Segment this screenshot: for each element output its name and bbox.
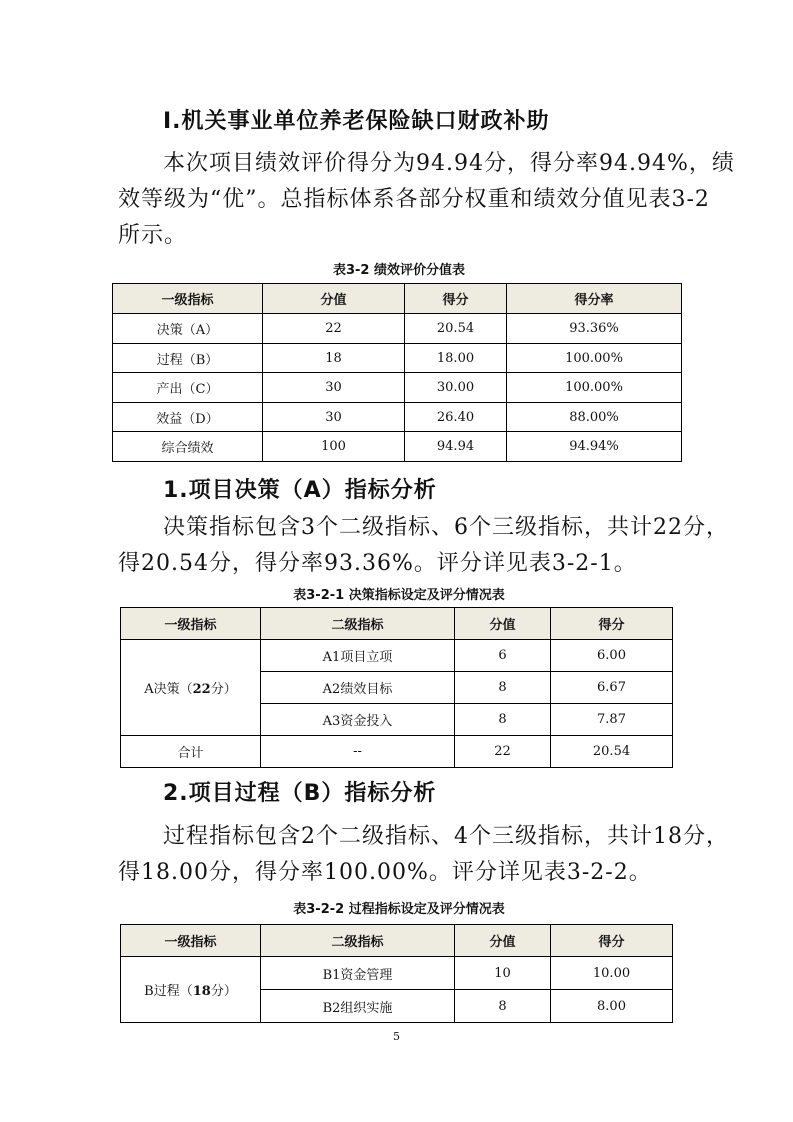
table-cell: 8 <box>455 990 551 1023</box>
table-cell: 88.00% <box>507 403 682 432</box>
paragraph-line: 得20.54分，得分率93.36%。评分详见表3-2-1。 <box>118 551 637 576</box>
column-header: 二级指标 <box>261 925 455 957</box>
table-caption: 表3-2-2 过程指标设定及评分情况表 <box>293 902 505 917</box>
column-header: 一级指标 <box>113 284 263 314</box>
table-cell: 100.00% <box>507 344 682 373</box>
table-row <box>121 640 673 672</box>
group-label-suffix: 分） <box>210 682 237 697</box>
paragraph-line: 得18.00分，得分率100.00%。评分详见表3-2-2。 <box>118 860 652 885</box>
table-cell: 22 <box>263 314 405 344</box>
table-cell: 20.54 <box>551 736 673 768</box>
table-cell: 10.00 <box>551 957 673 990</box>
process-indicator-table <box>120 924 673 1023</box>
column-header: 得分 <box>405 284 507 314</box>
table-cell: 决策（A） <box>113 314 263 344</box>
group-label-suffix: 分） <box>210 984 237 999</box>
section-heading-a: 1.项目决策（A）指标分析 <box>163 478 437 503</box>
table-cell: 18.00 <box>405 344 507 373</box>
table-cell: 94.94 <box>405 432 507 462</box>
group-label-score: 18 <box>192 984 211 999</box>
column-header: 一级指标 <box>121 925 261 957</box>
table-cell: 8.00 <box>551 990 673 1023</box>
table-caption: 表3-2 绩效评价分值表 <box>332 263 465 278</box>
group-label-prefix: B过程（ <box>144 984 193 999</box>
column-header: 分值 <box>455 608 551 640</box>
column-header: 二级指标 <box>261 608 455 640</box>
section-heading-b: 2.项目过程（B）指标分析 <box>163 781 437 806</box>
table-cell: 18 <box>263 344 405 373</box>
group-cell <box>121 957 261 1023</box>
table-cell: 8 <box>455 672 551 704</box>
table-cell: A3资金投入 <box>261 704 455 736</box>
paragraph-line: 效等级为“优”。总指标体系各部分权重和绩效分值见表3-2 <box>118 187 710 212</box>
column-header: 得分 <box>551 608 673 640</box>
table-cell: 93.36% <box>507 314 682 344</box>
paragraph-line: 所示。 <box>118 223 188 248</box>
group-label-prefix: A决策（ <box>144 682 193 697</box>
table-cell: 产出（C） <box>113 373 263 403</box>
table-cell: 30.00 <box>405 373 507 403</box>
table-cell: 综合绩效 <box>113 432 263 462</box>
table-caption: 表3-2-1 决策指标设定及评分情况表 <box>293 588 505 603</box>
table-row <box>113 432 682 462</box>
table-cell: 20.54 <box>405 314 507 344</box>
table-cell: 22 <box>455 736 551 768</box>
score-summary-table <box>112 283 682 462</box>
column-header: 得分 <box>551 925 673 957</box>
table-cell: 30 <box>263 403 405 432</box>
section-heading-main: Ⅰ.机关事业单位养老保险缺口财政补助 <box>163 109 550 134</box>
decision-indicator-table <box>120 607 673 768</box>
table-cell: B2组织实施 <box>261 990 455 1023</box>
table-cell: 合计 <box>121 736 261 768</box>
table-row <box>113 403 682 432</box>
table-cell: 6.00 <box>551 640 673 672</box>
table-cell: 6.67 <box>551 672 673 704</box>
paragraph-line: 过程指标包含2个二级指标、4个三级指标，共计18分， <box>163 824 729 849</box>
table-cell: 过程（B） <box>113 344 263 373</box>
table-cell: 26.40 <box>405 403 507 432</box>
table-cell: A1项目立项 <box>261 640 455 672</box>
table-cell: 8 <box>455 704 551 736</box>
table-cell: 6 <box>455 640 551 672</box>
column-header: 一级指标 <box>121 608 261 640</box>
column-header: 分值 <box>455 925 551 957</box>
table-cell: 30 <box>263 373 405 403</box>
table-cell: 100 <box>263 432 405 462</box>
column-header: 得分率 <box>507 284 682 314</box>
table-row <box>121 957 673 990</box>
table-cell: A2绩效目标 <box>261 672 455 704</box>
table-row <box>113 314 682 344</box>
table-total-row <box>121 736 673 768</box>
table-row <box>113 373 682 403</box>
table-cell: 100.00% <box>507 373 682 403</box>
group-label-score: 22 <box>192 682 211 697</box>
paragraph-line: 决策指标包含3个二级指标、6个三级指标，共计22分， <box>163 515 729 540</box>
table-cell: -- <box>261 736 455 768</box>
column-header: 分值 <box>263 284 405 314</box>
table-cell: 效益（D） <box>113 403 263 432</box>
table-cell: 10 <box>455 957 551 990</box>
table-row <box>113 344 682 373</box>
page-number: 5 <box>393 1030 400 1043</box>
group-cell <box>121 640 261 736</box>
table-cell: B1资金管理 <box>261 957 455 990</box>
paragraph-line: 本次项目绩效评价得分为94.94分，得分率94.94%，绩 <box>163 151 735 176</box>
table-cell: 94.94% <box>507 432 682 462</box>
table-cell: 7.87 <box>551 704 673 736</box>
